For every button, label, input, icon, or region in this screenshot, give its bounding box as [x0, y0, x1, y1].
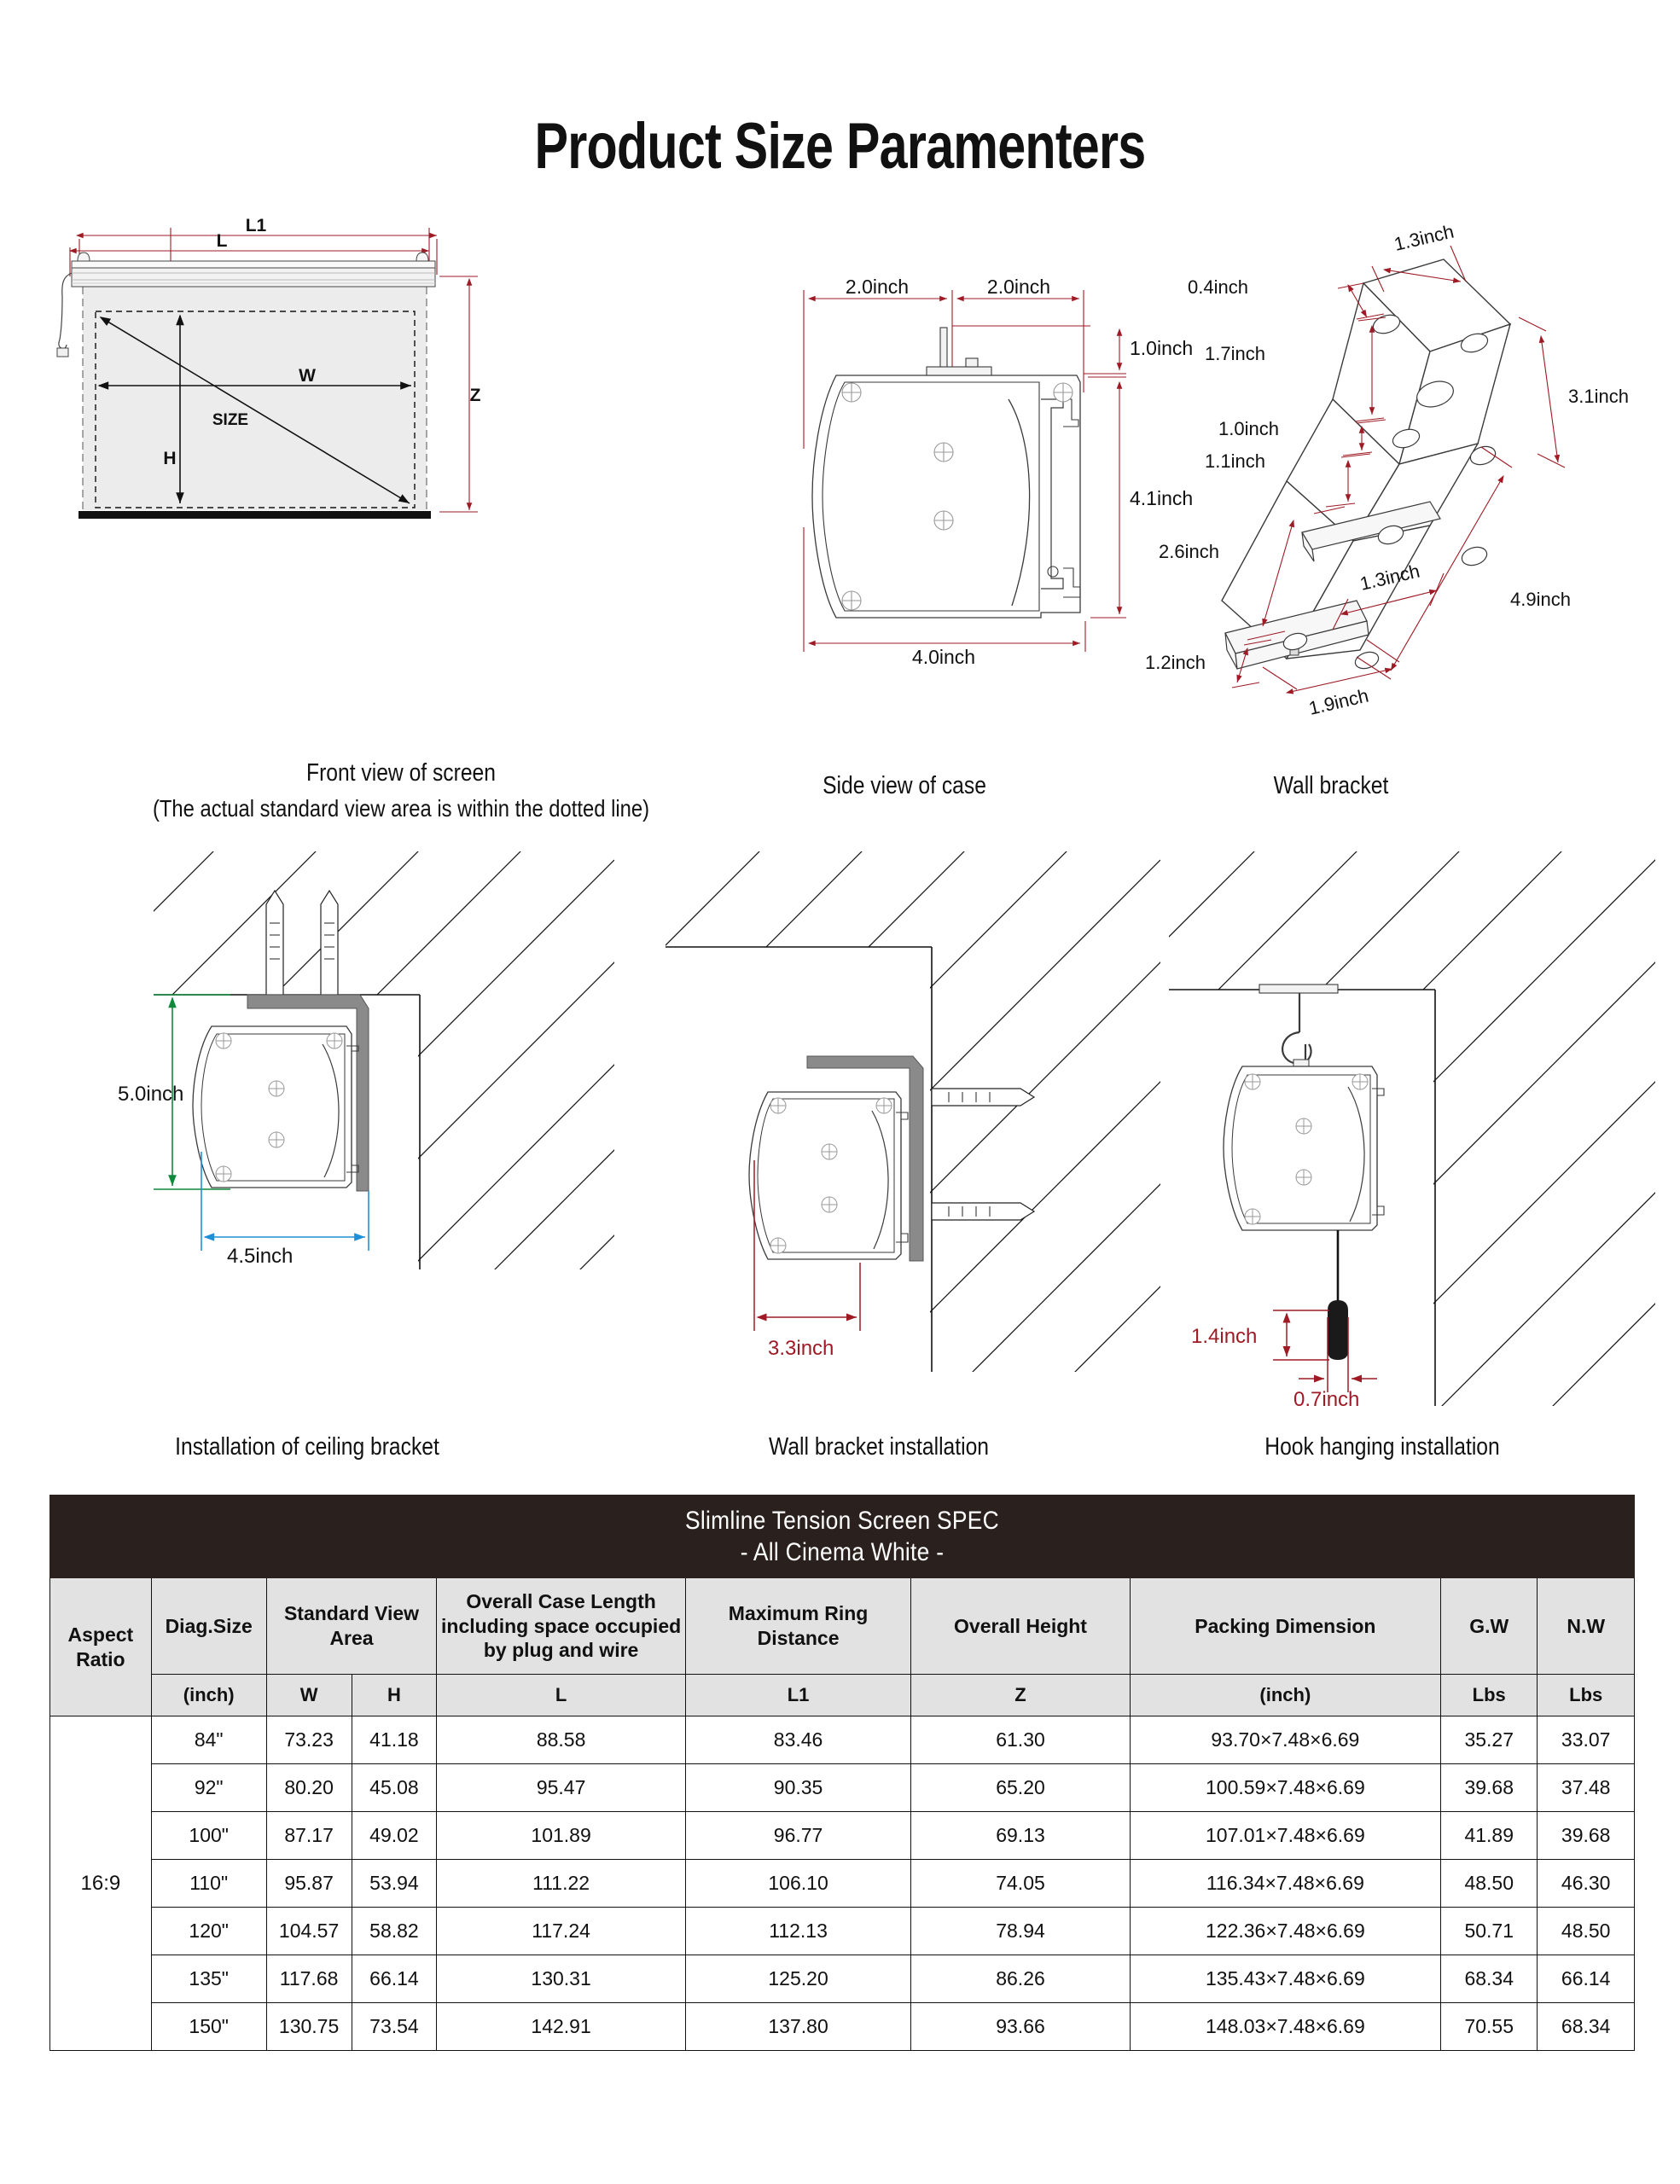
- cell-net-weight: 48.50: [1538, 1908, 1635, 1955]
- cell-packing-dimension: 100.59×7.48×6.69: [1130, 1764, 1440, 1812]
- cell-view-w: 80.20: [266, 1764, 352, 1812]
- cell-view-w: 117.68: [266, 1955, 352, 2003]
- cell-overall-height-z: 69.13: [911, 1812, 1130, 1860]
- cell-case-length-l: 142.91: [437, 2003, 685, 2051]
- cell-view-h: 41.18: [352, 1716, 437, 1764]
- cell-net-weight: 68.34: [1538, 2003, 1635, 2051]
- spec-header-row: [50, 1578, 1635, 1675]
- cell-diag-size: 110": [151, 1860, 266, 1908]
- cell-packing-dimension: 122.36×7.48×6.69: [1130, 1908, 1440, 1955]
- spec-subheader-row: [50, 1675, 1635, 1716]
- svg-text:2.6inch: 2.6inch: [1159, 541, 1219, 562]
- cell-diag-size: 120": [151, 1908, 266, 1955]
- cell-view-w: 87.17: [266, 1812, 352, 1860]
- cell-overall-height-z: 61.30: [911, 1716, 1130, 1764]
- cell-ring-distance-l1: 96.77: [685, 1812, 910, 1860]
- svg-text:1.9inch: 1.9inch: [1306, 684, 1371, 719]
- subheader-diag-unit: (inch): [151, 1675, 266, 1716]
- cell-ring-distance-l1: 125.20: [685, 1955, 910, 2003]
- spec-table: [49, 1495, 1635, 2051]
- cell-aspect-ratio: 16:9: [50, 1716, 152, 2051]
- svg-text:2.0inch: 2.0inch: [845, 276, 910, 298]
- table-row: [50, 1812, 1635, 1860]
- cell-view-h: 49.02: [352, 1812, 437, 1860]
- front-view-caption-line2: (The actual standard view area is within the dotted line): [152, 795, 650, 822]
- cell-diag-size: 135": [151, 1955, 266, 2003]
- svg-text:0.4inch: 0.4inch: [1188, 276, 1248, 298]
- spec-title-line2: - All Cinema White -: [740, 1538, 945, 1566]
- page-title: Product Size Paramenters: [534, 110, 1146, 183]
- cell-gross-weight: 48.50: [1441, 1860, 1538, 1908]
- table-row: [50, 1908, 1635, 1955]
- spec-table-body: [50, 1716, 1635, 2051]
- cell-gross-weight: 35.27: [1441, 1716, 1538, 1764]
- header-packing-dimension: Packing Dimension: [1130, 1578, 1440, 1675]
- cell-view-h: 66.14: [352, 1955, 437, 2003]
- cell-net-weight: 33.07: [1538, 1716, 1635, 1764]
- svg-text:1.4inch: 1.4inch: [1191, 1325, 1258, 1348]
- cell-case-length-l: 117.24: [437, 1908, 685, 1955]
- side-view-caption: Side view of case: [823, 772, 986, 799]
- cell-ring-distance-l1: 112.13: [685, 1908, 910, 1955]
- svg-text:2.0inch: 2.0inch: [986, 276, 1051, 298]
- cell-overall-height-z: 74.05: [911, 1860, 1130, 1908]
- cell-case-length-l: 101.89: [437, 1812, 685, 1860]
- svg-text:L: L: [216, 231, 228, 251]
- ceiling-install-diagram: [102, 843, 631, 1269]
- svg-text:1.0inch: 1.0inch: [1218, 418, 1279, 439]
- header-overall-case-length: Overall Case Length including space occupied by plug and wire: [437, 1578, 685, 1675]
- table-row: [50, 1716, 1635, 1764]
- cell-view-h: 45.08: [352, 1764, 437, 1812]
- svg-text:1.3inch: 1.3inch: [1357, 560, 1422, 595]
- svg-text:1.7inch: 1.7inch: [1205, 343, 1265, 364]
- svg-text:L1: L1: [245, 216, 267, 235]
- ceiling-install-caption: Installation of ceiling bracket: [175, 1433, 439, 1461]
- cell-diag-size: 84": [151, 1716, 266, 1764]
- cell-ring-distance-l1: 106.10: [685, 1860, 910, 1908]
- wall-bracket-caption: Wall bracket: [1273, 772, 1389, 799]
- cell-overall-height-z: 78.94: [911, 1908, 1130, 1955]
- cell-packing-dimension: 135.43×7.48×6.69: [1130, 1955, 1440, 2003]
- svg-text:1.3inch: 1.3inch: [1392, 220, 1456, 255]
- cell-packing-dimension: 116.34×7.48×6.69: [1130, 1860, 1440, 1908]
- header-gw: G.W: [1441, 1578, 1538, 1675]
- cell-view-h: 73.54: [352, 2003, 437, 2051]
- svg-text:H: H: [163, 449, 177, 468]
- header-standard-view-area: Standard View Area: [266, 1578, 437, 1675]
- cell-net-weight: 66.14: [1538, 1955, 1635, 2003]
- cell-net-weight: 46.30: [1538, 1860, 1635, 1908]
- cell-case-length-l: 88.58: [437, 1716, 685, 1764]
- svg-text:0.7inch: 0.7inch: [1293, 1388, 1360, 1411]
- wall-install-diagram: [648, 843, 1177, 1372]
- cell-gross-weight: 50.71: [1441, 1908, 1538, 1955]
- spec-table-title-row: [50, 1496, 1635, 1578]
- cell-diag-size: 92": [151, 1764, 266, 1812]
- spec-title-line1: Slimline Tension Screen SPEC: [685, 1506, 999, 1535]
- cell-gross-weight: 39.68: [1441, 1764, 1538, 1812]
- cell-view-h: 53.94: [352, 1860, 437, 1908]
- table-row: [50, 2003, 1635, 2051]
- cell-packing-dimension: 93.70×7.48×6.69: [1130, 1716, 1440, 1764]
- svg-text:3.3inch: 3.3inch: [768, 1337, 834, 1360]
- svg-text:4.9inch: 4.9inch: [1510, 589, 1571, 610]
- svg-text:W: W: [299, 366, 316, 386]
- cell-view-w: 73.23: [266, 1716, 352, 1764]
- subheader-packing-unit: (inch): [1130, 1675, 1440, 1716]
- cell-overall-height-z: 65.20: [911, 1764, 1130, 1812]
- cell-case-length-l: 111.22: [437, 1860, 685, 1908]
- front-view-caption-line1: Front view of screen: [306, 759, 496, 787]
- header-aspect-ratio: Aspect Ratio: [50, 1578, 152, 1716]
- svg-text:1.2inch: 1.2inch: [1145, 652, 1206, 673]
- svg-text:Z: Z: [469, 386, 481, 405]
- subheader-z: Z: [911, 1675, 1130, 1716]
- cell-diag-size: 100": [151, 1812, 266, 1860]
- svg-text:SIZE: SIZE: [212, 411, 249, 429]
- cell-ring-distance-l1: 137.80: [685, 2003, 910, 2051]
- cell-overall-height-z: 86.26: [911, 1955, 1130, 2003]
- spec-table-title: [50, 1496, 1635, 1578]
- wall-bracket-diagram: [1143, 220, 1672, 719]
- cell-view-w: 104.57: [266, 1908, 352, 1955]
- cell-packing-dimension: 148.03×7.48×6.69: [1130, 2003, 1440, 2051]
- header-maximum-ring-distance: Maximum Ring Distance: [685, 1578, 910, 1675]
- svg-text:4.1inch: 4.1inch: [1130, 487, 1194, 509]
- subheader-nw-unit: Lbs: [1538, 1675, 1635, 1716]
- cell-packing-dimension: 107.01×7.48×6.69: [1130, 1812, 1440, 1860]
- header-nw: N.W: [1538, 1578, 1635, 1675]
- wall-install-caption: Wall bracket installation: [768, 1433, 990, 1461]
- subheader-gw-unit: Lbs: [1441, 1675, 1538, 1716]
- cell-case-length-l: 130.31: [437, 1955, 685, 2003]
- subheader-w: W: [266, 1675, 352, 1716]
- cell-diag-size: 150": [151, 2003, 266, 2051]
- cell-view-h: 58.82: [352, 1908, 437, 1955]
- subheader-l: L: [437, 1675, 685, 1716]
- spec-table-container: [49, 1495, 1635, 2051]
- cell-view-w: 130.75: [266, 2003, 352, 2051]
- header-diag-size: Diag.Size: [151, 1578, 266, 1675]
- cell-net-weight: 37.48: [1538, 1764, 1635, 1812]
- hook-install-diagram: [1143, 843, 1672, 1411]
- table-row: [50, 1764, 1635, 1812]
- cell-gross-weight: 70.55: [1441, 2003, 1538, 2051]
- svg-text:3.1inch: 3.1inch: [1568, 386, 1629, 407]
- subheader-h: H: [352, 1675, 437, 1716]
- table-row: [50, 1955, 1635, 2003]
- cell-ring-distance-l1: 90.35: [685, 1764, 910, 1812]
- cell-ring-distance-l1: 83.46: [685, 1716, 910, 1764]
- hook-install-caption: Hook hanging installation: [1264, 1433, 1500, 1461]
- table-row: [50, 1860, 1635, 1908]
- svg-text:1.0inch: 1.0inch: [1130, 337, 1194, 359]
- cell-gross-weight: 68.34: [1441, 1955, 1538, 2003]
- cell-net-weight: 39.68: [1538, 1812, 1635, 1860]
- svg-text:1.1inch: 1.1inch: [1205, 450, 1265, 472]
- svg-text:5.0inch: 5.0inch: [118, 1083, 184, 1106]
- cell-case-length-l: 95.47: [437, 1764, 685, 1812]
- svg-text:4.0inch: 4.0inch: [911, 646, 976, 668]
- cell-gross-weight: 41.89: [1441, 1812, 1538, 1860]
- cell-view-w: 95.87: [266, 1860, 352, 1908]
- front-view-diagram: [51, 216, 495, 565]
- subheader-l1: L1: [685, 1675, 910, 1716]
- header-overall-height: Overall Height: [911, 1578, 1130, 1675]
- cell-overall-height-z: 93.66: [911, 2003, 1130, 2051]
- svg-text:4.5inch: 4.5inch: [227, 1245, 294, 1268]
